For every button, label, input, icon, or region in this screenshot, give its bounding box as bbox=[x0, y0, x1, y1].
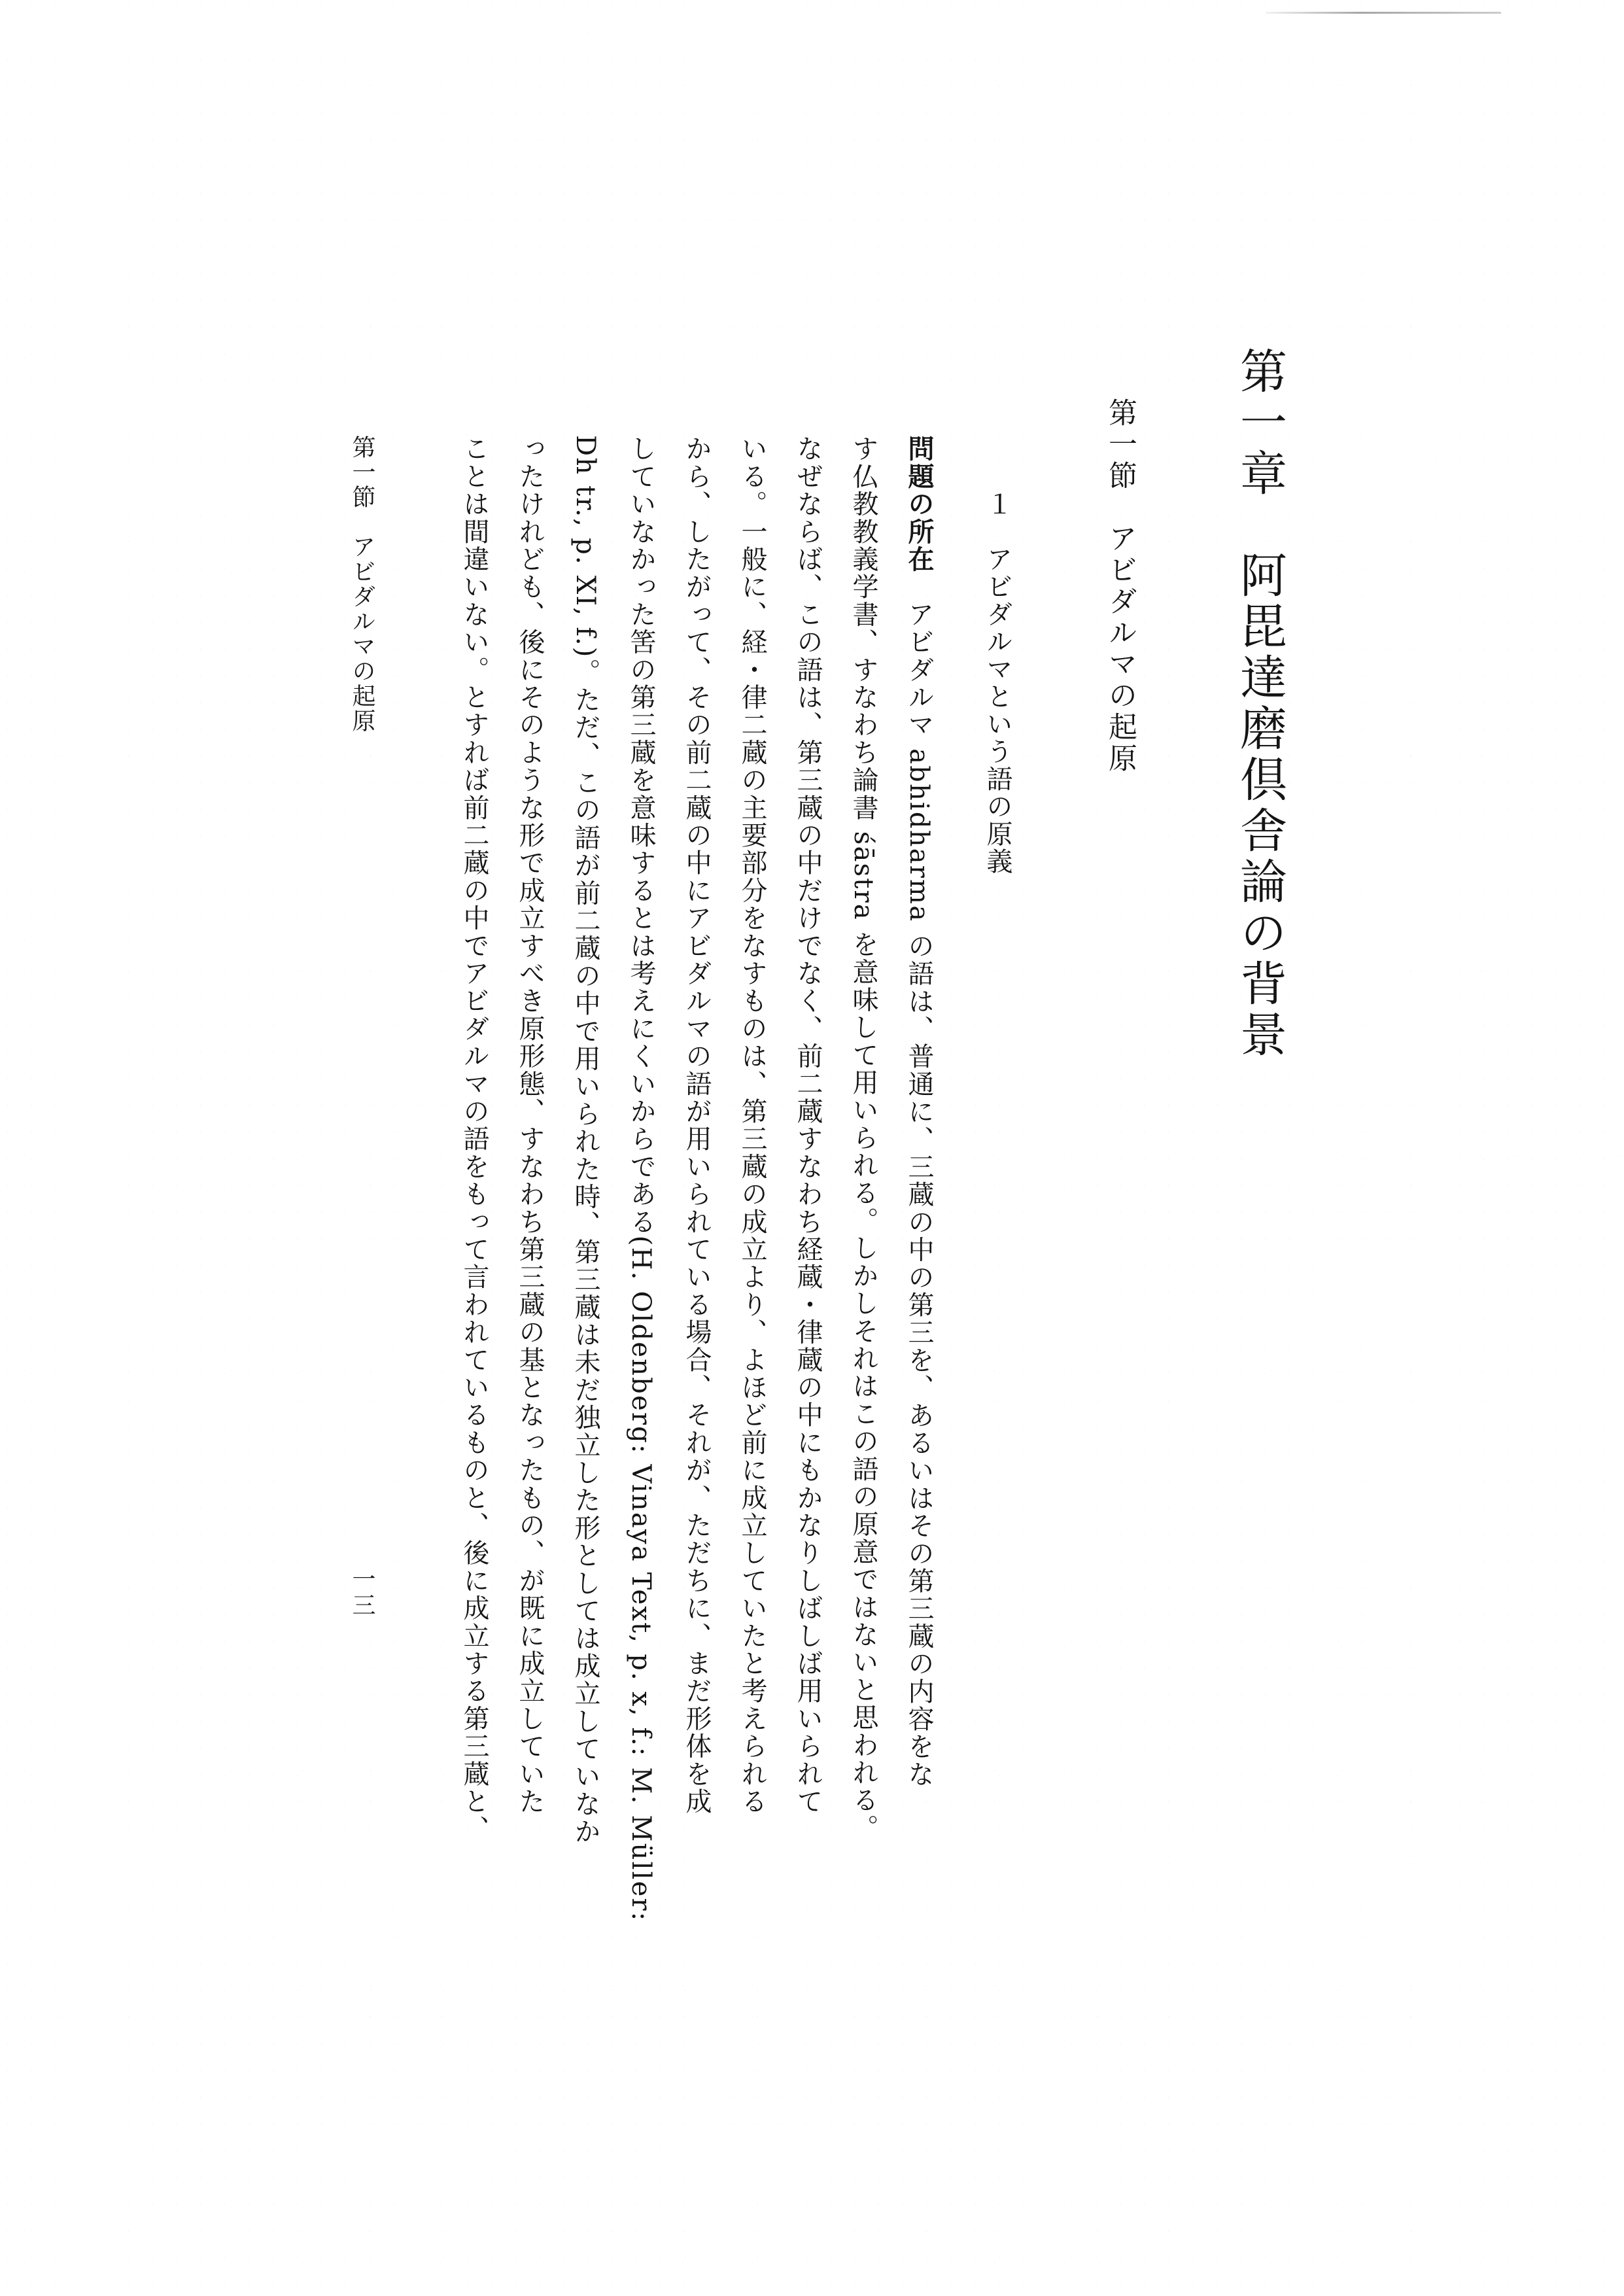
body-line-3: なぜならば、この語は、第三蔵の中だけでなく、前二蔵すなわち経蔵・律蔵の中にもかなりしばしば用いられて bbox=[793, 435, 823, 1815]
body-line-9: ことは間違いない。とすれば前二蔵の中でアビダルマの語をもって言われているものと、後に成立する第三蔵と、 bbox=[459, 435, 489, 1843]
chapter-title: 第一章 阿毘達磨倶舎論の背景 bbox=[1232, 347, 1287, 1061]
page-number: 一三 bbox=[349, 1567, 375, 1619]
section-heading: 第一節 アビダルマの起原 bbox=[1103, 398, 1137, 774]
scan-edge-mark bbox=[1266, 12, 1501, 14]
body-line-6: していなかった筈の第三蔵を意味するとは考えにくいからである(H. Oldenberg: Vinaya Text, p. x, f.: M. Müller: bbox=[626, 435, 656, 1922]
running-title: 第一節 アビダルマの起原 bbox=[349, 435, 375, 733]
subsection-heading: １ アビダルマという語の原義 bbox=[982, 491, 1012, 875]
body-line-7: Dh tr., p. XI, f.)。ただ、この語が前二蔵の中で用いられた時、第三蔵は未だ独立した形としては成立していなか bbox=[570, 435, 600, 1846]
body-line-2: す仏教教義学書、すなわち論書 śāstra を意味して用いられる。しかしそれはこの語の原意ではないと思われる。 bbox=[848, 435, 878, 1842]
run-in-label: 問題の所在 bbox=[904, 435, 934, 573]
body-line-text: アビダルマ abhidharma の語は、普通に、三蔵の中の第三を、あるいはその第三蔵の内容をな bbox=[904, 573, 934, 1788]
body-line-1 bbox=[906, 435, 932, 1788]
body-line-5: から、したがって、その前二蔵の中にアビダルマの語が用いられている場合、それが、ただちに、まだ形体を成 bbox=[682, 435, 712, 1815]
body-line-8: ったけれども、後にそのような形で成立すべき原形態、すなわち第三蔵の基となったもの、が既に成立していた bbox=[515, 435, 545, 1815]
body-line-4: いる。一般に、経・律二蔵の主要部分をなすものは、第三蔵の成立より、よほど前に成立していたと考えられる bbox=[737, 435, 767, 1815]
